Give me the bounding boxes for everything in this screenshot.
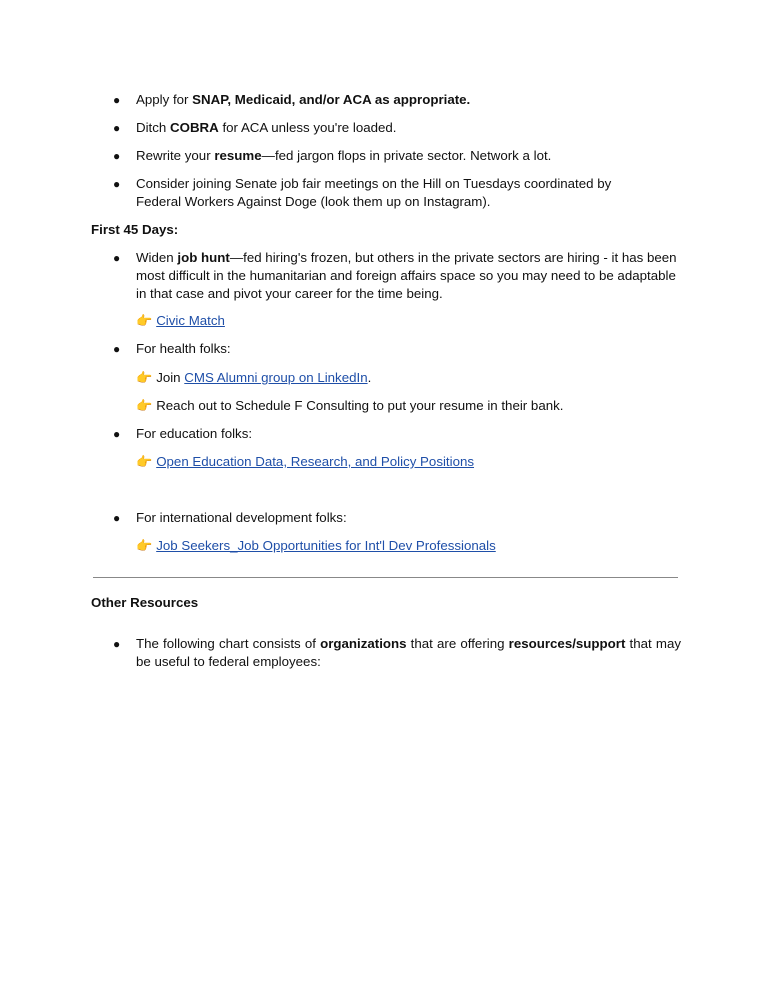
list-item-text: The following chart consists of [136,636,321,651]
bullet-icon: ● [113,427,121,441]
bullet-icon: ● [113,93,121,107]
list-item [113,91,681,109]
list-item [113,147,681,165]
bullet-icon: ● [113,511,121,525]
pointing-hand-icon: 👉 [136,398,153,413]
list-item-text: Consider joining Senate job fair meetings on the Hill on Tuesdays coordinated by Federal Workers Against Doge (look them up on Instagram). [136,176,612,209]
list-item-text: —fed hiring's frozen, but others in the private sectors are hiring - it has been most difficult in the humanitarian and foreign affairs space so you may need to be adaptable in that case and pivot your career for the time being. [136,250,677,301]
horizontal-divider [93,577,678,578]
list-item-bold: organizations [320,636,407,651]
list-item-bold: SNAP, Medicaid, and/or ACA as appropriate. [192,92,471,107]
bullet-icon: ● [113,637,121,651]
list-item [113,175,656,211]
list-item [113,340,681,358]
list-item [113,509,681,527]
cms-alumni-link[interactable]: CMS Alumni group on LinkedIn [184,370,368,385]
job-seekers-link[interactable]: Job Seekers_Job Opportunities for Int'l Dev Professionals [156,538,496,553]
list-item-text: that may be useful to federal employees: [136,636,682,669]
bullet-icon: ● [113,121,121,135]
pointing-hand-icon: 👉 [136,370,153,385]
pointing-hand-icon: 👉 [136,313,153,328]
civic-match-link[interactable]: Civic Match [156,313,225,328]
list-item-text: For international development folks: [136,510,347,525]
list-item-text: For education folks: [136,426,253,441]
intl-link-row [136,537,496,555]
list-item-text: For health folks: [136,341,231,356]
bullet-icon: ● [113,177,121,191]
health-join-row [136,369,371,387]
pointing-hand-icon: 👉 [136,454,153,469]
list-item-text: —fed jargon flops in private sector. Network a lot. [261,148,552,163]
civic-match-row [136,312,225,330]
row-text: Join [156,370,185,385]
list-item-bold: resources/support [508,636,626,651]
bullet-icon: ● [113,149,121,163]
list-item-bold: resume [214,148,262,163]
section-heading-other-resources: Other Resources [91,595,199,610]
row-text: . [367,370,372,385]
bullet-icon: ● [113,251,121,265]
list-item-text: Apply for [136,92,193,107]
list-item-text: that are offering [406,636,509,651]
list-item [113,425,681,443]
list-item-text: Rewrite your [136,148,215,163]
list-item [113,119,681,137]
list-item-text: Ditch [136,120,170,135]
list-item [113,635,682,671]
list-item-bold: COBRA [170,120,219,135]
health-reach-row [136,397,563,415]
row-text: Reach out to Schedule F Consulting to put your resume in their bank. [156,398,564,413]
bullet-icon: ● [113,342,121,356]
pointing-hand-icon: 👉 [136,538,153,553]
list-item-bold: job hunt [177,250,230,265]
education-link-row [136,453,474,471]
list-item-text: Widen [136,250,178,265]
list-item-text: for ACA unless you're loaded. [218,120,397,135]
list-item [113,249,681,303]
open-education-link[interactable]: Open Education Data, Research, and Policy Positions [156,454,475,469]
section-heading-first-45-days: First 45 Days: [91,222,179,237]
